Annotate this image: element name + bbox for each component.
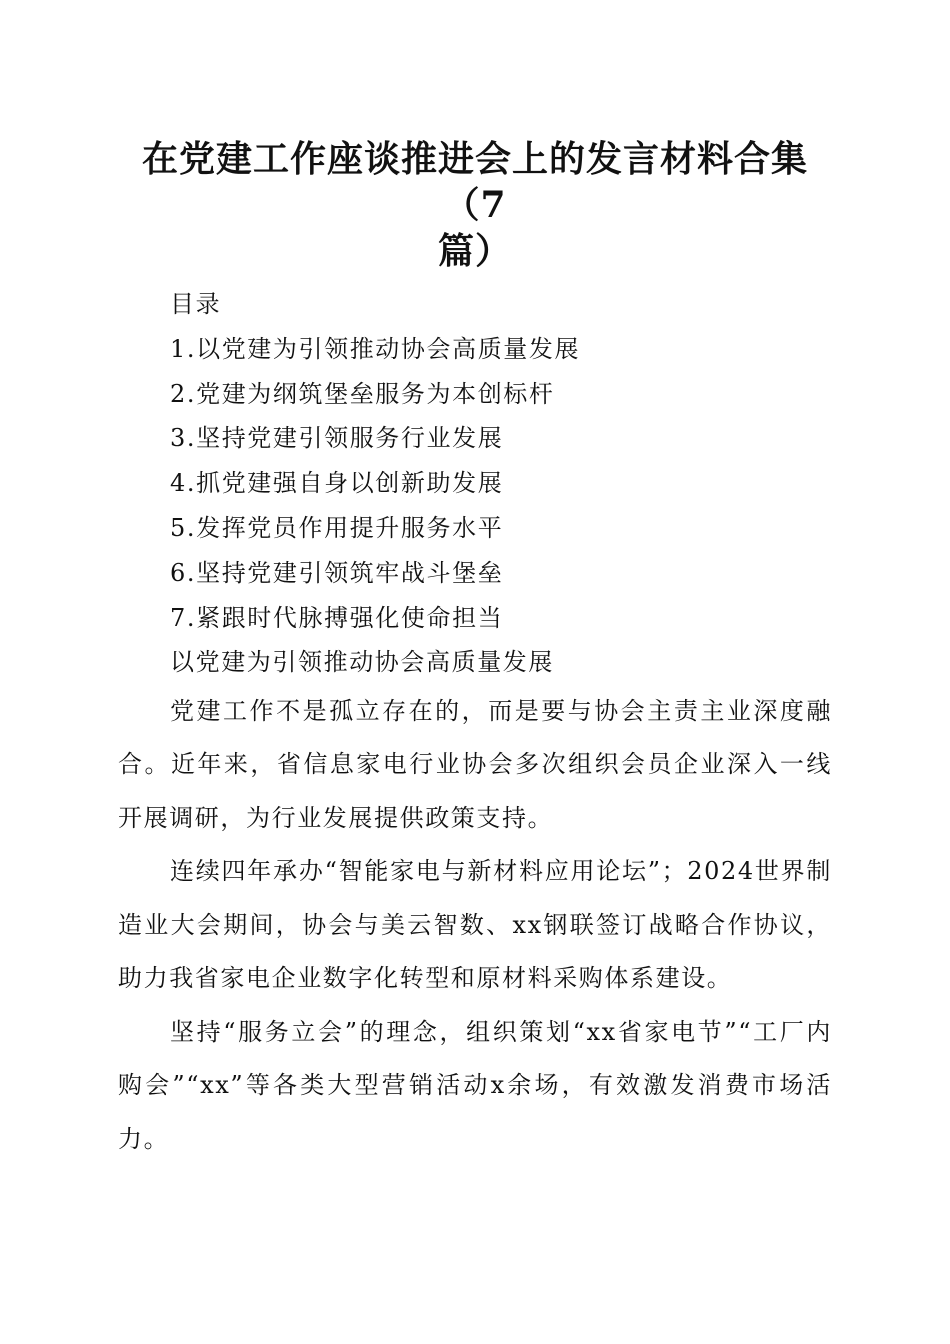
- table-of-contents: [118, 282, 832, 640]
- document-title-line-1: 在党建工作座谈推进会上的发言材料合集（7: [141, 138, 808, 226]
- section-heading: 以党建为引领推动协会高质量发展: [170, 648, 554, 676]
- toc-item: 7.紧跟时代脉搏强化使命担当: [170, 603, 504, 632]
- toc-item: 1.以党建为引领推动协会高质量发展: [170, 334, 581, 363]
- document-body: [118, 640, 832, 1166]
- toc-item: 3.坚持党建引领服务行业发展: [170, 424, 504, 453]
- toc-item: 2.党建为纲筑堡垒服务为本创标杆: [170, 379, 555, 408]
- document-title: [118, 136, 832, 274]
- document-title-line-2: 篇）: [437, 230, 512, 272]
- body-paragraph: 党建工作不是孤立存在的，而是要与协会主责主业深度融合。近年来，省信息家电行业协会多次组织会员企业深入一线开展调研，为行业发展提供政策支持。: [118, 696, 832, 832]
- toc-heading: 目录: [170, 290, 222, 318]
- toc-item: 4.抓党建强自身以创新助发展: [170, 469, 504, 498]
- body-paragraph: 坚持“服务立会”的理念，组织策划“xx省家电节”“工厂内购会”“xx”等各类大型营销活动x余场，有效激发消费市场活力。: [118, 1017, 832, 1153]
- body-paragraph: 连续四年承办“智能家电与新材料应用论坛”；2024世界制造业大会期间，协会与美云智数、xx钢联签订战略合作协议，助力我省家电企业数字化转型和原材料采购体系建设。: [118, 857, 832, 993]
- toc-item: 6.坚持党建引领筑牢战斗堡垒: [170, 558, 504, 587]
- toc-item: 5.发挥党员作用提升服务水平: [170, 513, 504, 542]
